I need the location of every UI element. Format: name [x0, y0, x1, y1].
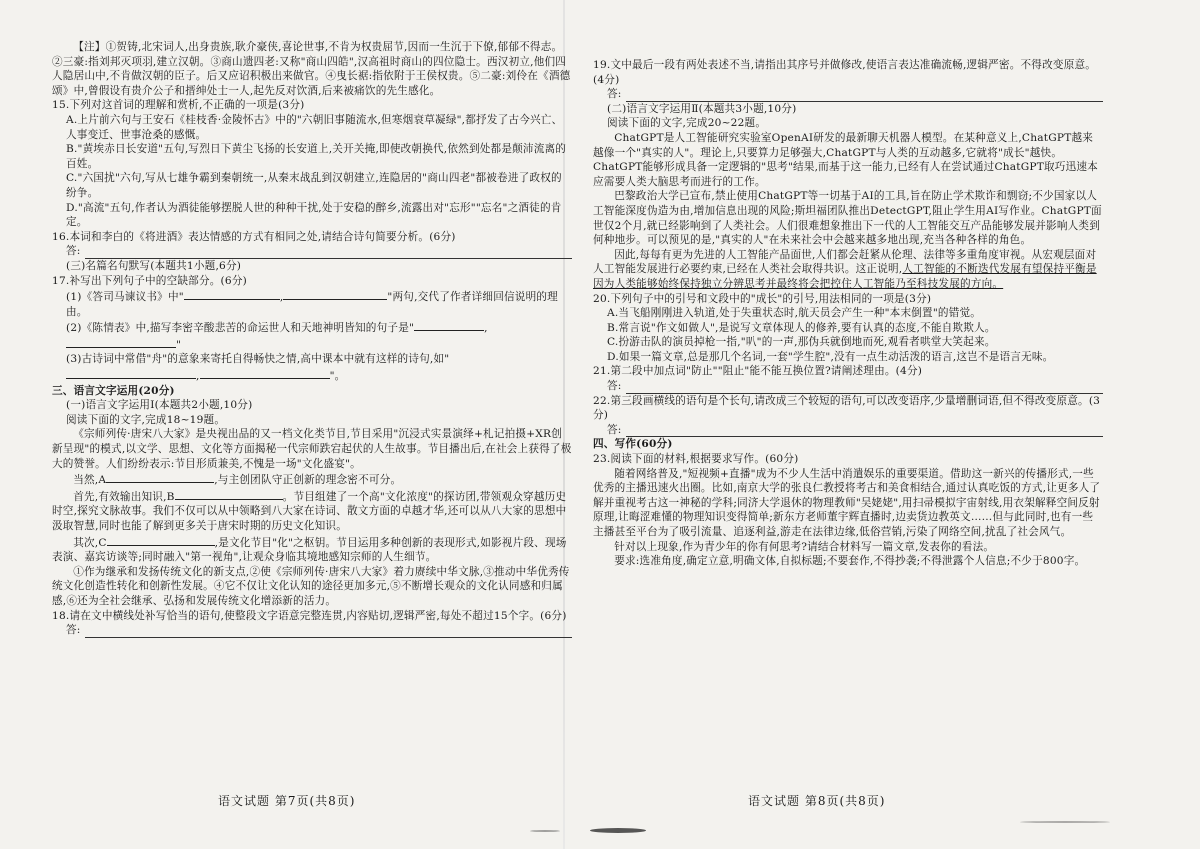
q20-option-a: A.当飞船刚刚进入轨道,处于失重状态时,航天员会产生一种"本末倒置"的错觉。 — [607, 307, 982, 320]
answer-line-16[interactable] — [52, 244, 572, 259]
answer-line-22[interactable] — [593, 423, 1103, 438]
section-3-heading: (三)名篇名句默写(本题共1小题,6分) — [66, 259, 242, 272]
q17-item-3: (3)古诗词中常借"舟"的意象来寄托自得畅快之情,高中课本中就有这样的诗句,如", "。 — [66, 353, 450, 383]
q17-item-2: (2)《陈情表》中,描写李密辛酸悲苦的命运世人和天地神明皆知的句子是" ," — [52, 319, 572, 352]
chatgpt-paragraph-3: 因此,每每有更为先进的人工智能产品面世,人们都会赶紧从伦理、法律等多重角度审视。从宏观层面对人工智能发展进行必要约束,已经在人类社会取得共识。这正说明,人工智能的不断迭代发展有望保持平衡是因为人类能够始终保持独立分辨思考并最终将会把控住人工智能乃至科技发展的方向。 — [593, 248, 1097, 290]
section-language-heading: 三、语言文字运用(20分) — [52, 384, 175, 397]
reading-instruction-20-22: 阅读下面的文字,完成20~22题。 — [607, 117, 767, 130]
answer-label: 答: — [66, 624, 81, 637]
answer-label: 答: — [607, 423, 622, 436]
blank-17-3b[interactable] — [200, 367, 330, 379]
reading-instruction-18-19: 阅读下面的文字,完成18~19题。 — [66, 413, 226, 426]
writing-material: 随着网络普及,"短视频+直播"成为不少人生活中消遣娱乐的重要渠道。借助这一新兴的传播形式,一些优秀的主播迅速火出圈。比如,南京大学的张良仁教授将考古和美食相结合,通过认真吃饭的方式,让更多人了解并重视考古这一神秘的学科;同济大学退休的物理教师"吴姥姥",用扫帚模拟宇宙射线,用衣架解释空间反射原理,让晦涩难懂的物理知识变得简单;新东方老师董宇辉直播时,边卖货边教英文……但与此同时,也有一些主播甚至平台为了吸引流量、追逐利益,游走在法律边缘,低俗营销,污染了网络空间,扰乱了社会风气。 — [593, 467, 1101, 538]
passage-paragraph-a: 当然,A ,与主创团队守正创新的理念密不可分。 — [52, 471, 572, 488]
q20-option-d: D.如果一篇文章,总是那几个名词,一套"学生腔",没有一点生动活泼的语言,这岂不是语言无味。 — [607, 350, 1054, 363]
question-16: 16.本词和李白的《将进酒》表达情感的方式有相同之处,请结合诗句简要分析。(6分) — [52, 230, 456, 243]
q15-option-a: A.上片前六句与王安石《桂枝香·金陵怀古》中的"六朝旧事随流水,但寒烟衰草凝绿",都抒发了古今兴亡、人事变迁、世事沧桑的感慨。 — [66, 113, 563, 141]
poem-notes: 【注】①贺铸,北宋词人,出身贵族,耿介豪侠,喜论世事,不肯为权贵屈节,因而一生沉于下僚,郁郁不得志。②三豪:指刘邦灭项羽,建立汉朝。③商山遗四老:又称"商山四皓",汉高祖时商山的四位隐士。西汉初立,他们四人隐居山中,不肯做汉朝的臣子。后又应诏积极出来做官。④曳长裾:指依附于王侯权贵。⑤二豪:刘伶在《酒德颂》中,曾假设有贵介公子和搢绅处士一人,起先反对饮酒,后来被痛饮的先生感化。 — [52, 41, 571, 97]
answer-label: 答: — [607, 380, 622, 393]
question-22: 22.第三段画横线的语句是个长句,请改成三个较短的语句,可以改变语序,少量增删词语,但不得改变原意。(3分) — [593, 394, 1101, 422]
question-23: 23.阅读下面的材料,根据要求写作。(60分) — [593, 453, 799, 466]
q15-option-b: B."黄埃赤日长安道"五句,写烈日下黄尘飞扬的长安道上,关开关掩,即使改朝换代,依然到处都是颠沛流离的百姓。 — [66, 143, 567, 170]
blank-17-3a[interactable] — [66, 367, 196, 379]
writing-requirements: 要求:选准角度,确定立意,明确文体,自拟标题;不要套作,不得抄袭;不得泄露个人信息;不少于800字。 — [614, 555, 1086, 568]
passage-paragraph-1: 《宗师列传·唐宋八大家》是央视出品的又一档文化类节目,节目采用"沉浸式实景演绎+札记拍摄+XR创新呈现"的模式,以文学、思想、文化等方面揭秘一代宗师跌宕起伏的人生故事。节目播出后,在社会上获得了极大的赞誉。人们纷纷表示:节目形质兼美,不愧是一场"文化盛宴"。 — [52, 428, 572, 470]
chatgpt-paragraph-2: 巴黎政治大学已宣布,禁止使用ChatGPT等一切基于AI的工具,旨在防止学术欺诈和剽窃;不少国家以人工智能深度伪造为由,增加信息出现的风险;斯坦福团队推出DetectGPT,阻止学生用AI写作业。ChatGPT面世仅2个月,就已经影响到了人类社会。人们很难想象推出下一代的人工智能交互产品能够发展并影响人类到何种地步。可以预见的是,"真实的人"在未来社会中会越来越多地出现,充当各种各样的角色。 — [593, 190, 1102, 247]
answer-line-21[interactable] — [593, 379, 1103, 394]
blank-a[interactable] — [106, 471, 214, 483]
answer-label: 答: — [66, 245, 81, 258]
section-language-1-heading: (一)语言文字运用Ⅰ(本题共2小题,10分) — [66, 399, 253, 412]
passage-paragraph-end: ①作为继承和发扬传统文化的新支点,②使《宗师列传·唐宋八大家》着力赓续中华文脉,③推动中华优秀传统文化创造性转化和创新性发展。④它不仅让文化认知的途径更加多元,⑤不断增长观众的文化认同感和归属感,⑥还为全社会继承、弘扬和发展传统文化增添新的活力。 — [52, 565, 570, 607]
footer-page-7: 语文试题 第7页(共8页) — [218, 794, 356, 808]
section-writing-heading: 四、写作(60分) — [593, 438, 673, 451]
passage-paragraph-b: 首先,有效输出知识,B 。节目组建了一个高"文化浓度"的探访团,带领观众穿越历史时空,探究文脉故事。我们不仅可以从中领略到八大家在诗词、散文方面的卓越才华,还可以从八大家的思想中汲取智慧,同时也能了解到更多关于唐宋时期的历史文化知识。 — [52, 488, 572, 534]
passage-paragraph-c: 其次,C ,是文化节目"化"之枢钥。节目运用多种创新的表现形式,如影视片段、现场表演、嘉宾访谈等;同时融入"第一视角",让观众身临其境地感知宗师的人生细节。 — [52, 534, 572, 565]
scan-smudge-mark — [1020, 821, 1110, 823]
answer-line-18[interactable] — [52, 623, 572, 638]
blank-b[interactable] — [175, 488, 283, 500]
footer-page-8: 语文试题 第8页(共8页) — [748, 794, 886, 808]
question-20: 20.下列句子中的引号和文段中的"成长"的引号,用法相同的一项是(3分) — [593, 292, 932, 305]
scan-smudge-mark — [590, 828, 646, 833]
blank-17-1b[interactable] — [283, 288, 387, 300]
question-17: 17.补写出下列句子中的空缺部分。(6分) — [52, 274, 247, 287]
answer-line-19[interactable] — [593, 87, 1103, 102]
q17-item-1: (1)《答司马谏议书》中" , "两句,交代了作者详细回信说明的理由。 — [52, 288, 572, 319]
underlined-long-sentence: 人工智能的不断迭代发展有望保持平衡是因为人类能够始终保持独立分辨思考并最终将会把控住人工智能乃至科技发展的方向。 — [593, 263, 1097, 290]
scan-smudge-mark — [530, 830, 560, 832]
question-18: 18.请在文中横线处补写恰当的语句,使整段文字语意完整连贯,内容贴切,逻辑严密,每处不超过15个字。(6分) — [52, 609, 567, 622]
q20-option-c: C.扮游击队的演员掉枪一指,"叭"的一声,那伪兵就倒地而死,观看者哄堂大笑起来。 — [607, 336, 996, 349]
q15-option-c: C."六国扰"六句,写从七雄争霸到秦朝统一,从秦末战乱到汉朝建立,连隐居的"商山四老"都被卷进了政权的纷争。 — [66, 172, 562, 199]
question-19: 19.文中最后一段有两处表述不当,请指出其序号并做修改,使语言表达准确流畅,逻辑严密。不得改变原意。(4分) — [593, 59, 1097, 86]
q20-option-b: B.常言说"作文如做人",是说写文章体现人的修养,要有认真的态度,不能自欺欺人。 — [607, 321, 996, 334]
question-15: 15.下列对这首词的理解和赏析,不正确的一项是(3分) — [52, 99, 305, 112]
answer-label: 答: — [607, 88, 622, 101]
chatgpt-paragraph-1: ChatGPT是人工智能研究实验室OpenAI研发的最新聊天机器人模型。在某种意义上,ChatGPT越来越像一个"真实的人"。理论上,只要算力足够强大,ChatGPT与人类的互动越多,它就将"成长"越快。ChatGPT能够形成具备一定逻辑的"思考"结果,而基于这一能力,已经有人在尝试通过ChatGPT取巧迅速本应需要人类大脑思考而进行的工作。 — [593, 131, 1098, 188]
blank-17-2a[interactable] — [414, 319, 484, 331]
left-page-column — [52, 40, 572, 638]
writing-prompt: 针对以上现象,作为青少年的你有何思考?请结合材料写一篇文章,发表你的看法。 — [614, 540, 995, 553]
section-language-2-heading: (二)语言文字运用Ⅱ(本题共3小题,10分) — [607, 102, 797, 115]
blank-17-1a[interactable] — [184, 288, 280, 300]
q15-option-d: D."高流"五句,作者认为酒徒能够摆脱人世的种种干扰,处于安稳的醉乡,流露出对"忘形""忘名"之酒徒的肯定。 — [66, 201, 562, 229]
question-21: 21.第二段中加点词"防止""阻止"能不能互换位置?请阐述理由。(4分) — [593, 365, 923, 378]
right-page-column — [593, 58, 1103, 569]
blank-c[interactable] — [107, 534, 215, 546]
blank-17-2b[interactable] — [66, 336, 176, 348]
